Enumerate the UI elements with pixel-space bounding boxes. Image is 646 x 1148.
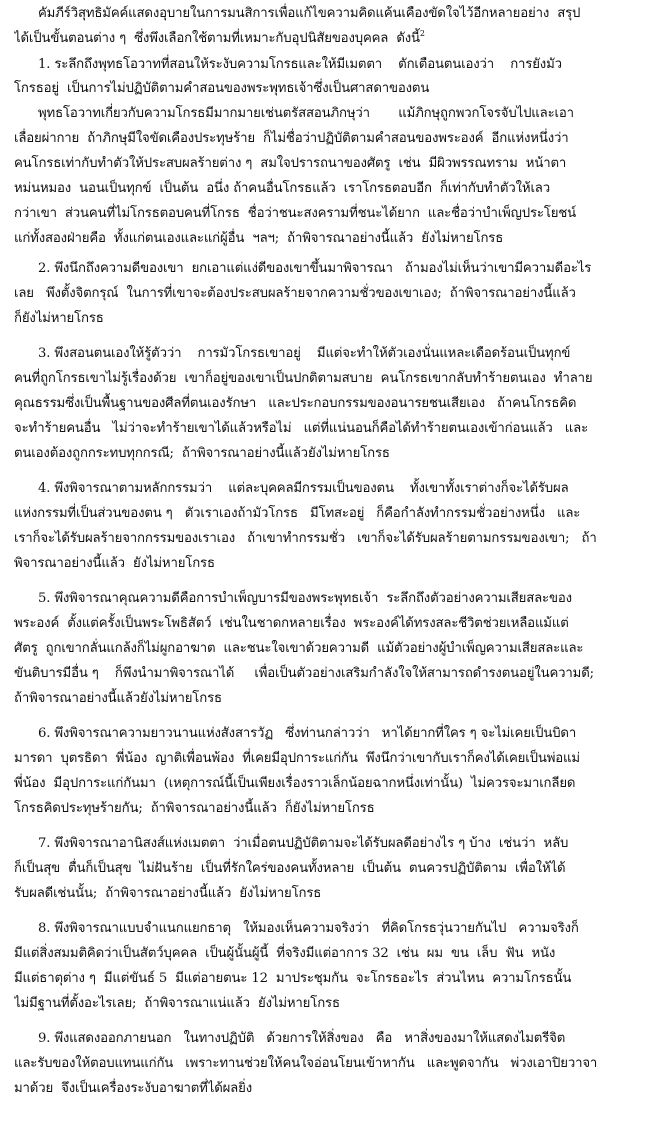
intro-line-1: คัมภีร์วิสุทธิมัคค์แสดงอุบายในการมนสิการเพื่อแก้ไขความคิดแค้นเคืองขัดใจไว้อีกหลายอย่าง สรุป <box>38 6 581 21</box>
item-8-line: มีแต่ธาตุต่าง ๆ มีแต่ขันธ์ 5 มีแต่อายตนะ 12 มาประชุมกัน จะโกรธอะไร ส่วนไหน ความโกรธนั้น <box>14 971 572 986</box>
item-5-line: ถ้าพิจารณาอย่างนี้แล้วยังไม่หายโกรธ <box>14 691 222 706</box>
item-1-line: หม่นหมอง นอนเป็นทุกข์ เป็นต้น อนึ่ง ถ้าคนอื่นโกรธแล้ว เราโกรธตอบอีก ก็เท่ากับทำตัวให้เลว <box>14 181 550 196</box>
item-1-line: 1. ระลึกถึงพุทธโอวาทที่สอนให้ระงับความโกรธและให้มีเมตตา ตักเตือนตนเองว่า การยังมัว <box>38 57 562 72</box>
footnote-marker: 2 <box>419 29 425 38</box>
item-6-line: มารดา บุตรธิดา พี่น้อง ญาติเพื่อนพ้อง ที่เคยมีอุปการะแก่กัน พึงนึกว่าเขากับเราก็คงได้เคยเป็นพ่อแม่ <box>14 751 580 766</box>
item-5-line: 5. พึงพิจารณาคุณความดีคือการบำเพ็ญบารมีของพระพุทธเจ้า ระลึกถึงตัวอย่างความเสียสละของ <box>38 591 572 606</box>
item-1-line: คนโกรธเท่ากับทำตัวให้ประสบผลร้ายต่าง ๆ สมใจปรารถนาของศัตรู เช่น มีผิวพรรณทราม หน้าตา <box>14 156 567 171</box>
item-2-line: 2. พึงนึกถึงความดีของเขา ยกเอาแต่แง่ดีของเขาขึ้นมาพิจารณา ถ้ามองไม่เห็นว่าเขามีความดีอะไร <box>38 261 592 276</box>
item-3-line: ตนเองต้องถูกกระทบทุกกรณี; ถ้าพิจารณาอย่างนี้แล้วยังไม่หายโกรธ <box>14 446 390 461</box>
item-6-line: พี่น้อง มีอุปการะแก่กันมา (เหตุการณ์นี้เป็นเพียงเรื่องราวเล็กน้อยฉากหนึ่งเท่านั้น) ไม่ควรจะมาเกลียด <box>14 776 576 791</box>
item-1-line: พุทธโอวาทเกี่ยวกับความโกรธมีมากมายเช่นตรัสสอนภิกษุว่า แม้ภิกษุถูกพวกโจรจับไปและเอา <box>38 106 574 121</box>
item-7-line: รับผลดีเช่นนั้น; ถ้าพิจารณาอย่างนี้แล้ว ยังไม่หายโกรธ <box>14 886 322 901</box>
item-5-line: ศัตรู ถูกเขากลั่นแกล้งก็ไม่ผูกอาฆาต และชนะใจเขาด้วยความดี แม้ตัวอย่างผู้บำเพ็ญความเสียสละและ <box>14 641 584 656</box>
item-7-line: 7. พึงพิจารณาอานิสงส์แห่งเมตตา ว่าเมื่อตนปฏิบัติตามจะได้รับผลดีอย่างไร ๆ บ้าง เช่นว่า หลับ <box>38 836 569 851</box>
item-4-line: แห่งกรรมที่เป็นส่วนของตน ๆ ตัวเราเองถ้ามัวโกรธ มีโทสะอยู่ ก็คือกำลังทำกรรมชั่วอย่างหนึ่ง และ <box>14 506 581 521</box>
item-4-line: 4. พึงพิจารณาตามหลักกรรมว่า แต่ละบุคคลมีกรรมเป็นของตน ทั้งเขาทั้งเราต่างก็จะได้รับผล <box>38 481 569 496</box>
item-1-line: โกรธอยู่ เป็นการไม่ปฏิบัติตามคำสอนของพระพุทธเจ้าซึ่งเป็นศาสดาของตน <box>14 81 430 96</box>
item-1-line: เลื่อยผ่ากาย ถ้าภิกษุมีใจขัดเคืองประทุษร้าย ก็ไม่ชื่อว่าปฏิบัติตามคำสอนของพระองค์ อีกแห่งหนึ่งว่า <box>14 131 569 146</box>
item-1-line: กว่าเขา ส่วนคนที่ไม่โกรธตอบคนที่โกรธ ชื่อว่าชนะสงครามที่ชนะได้ยาก และชื่อว่าบำเพ็ญประโยชน์ <box>14 206 577 221</box>
item-2-line: ก็ยังไม่หายโกรธ <box>14 311 104 326</box>
item-4-line: เราก็จะได้รับผลร้ายจากกรรมของเราเอง ถ้าเขาทำกรรมชั่ว เขาก็จะได้รับผลร้ายตามกรรมของเขา; ถ้า <box>14 531 597 546</box>
item-2-line: เลย พึงตั้งจิตกรุณ์ ในการที่เขาจะต้องประสบผลร้ายจากความชั่วของเขาเอง; ถ้าพิจารณาอย่างนี้แล้ว <box>14 286 576 301</box>
item-6-line: 6. พึงพิจารณาความยาวนานแห่งสังสารวัฏ ซึ่งท่านกล่าวว่า หาได้ยากที่ใคร ๆ จะไม่เคยเป็นบิดา <box>38 726 577 741</box>
item-9-line: มาด้วย จึงเป็นเครื่องระงับอาฆาตที่ได้ผลยิ่ง <box>14 1081 252 1096</box>
item-5-line: พระองค์ ตั้งแต่ครั้งเป็นพระโพธิสัตว์ เช่นในชาดกหลายเรื่อง พระองค์ได้ทรงสละชีวิตช่วยเหลือแม้แต่ <box>14 616 569 631</box>
item-8-line: มีแต่สิ่งสมมติคิดว่าเป็นสัตว์บุคคล เป็นผู้นั้นผู้นี้ ที่จริงมีแต่อาการ 32 เช่น ผม ขน เล็บ ฟัน หนัง <box>14 946 556 961</box>
item-1-line: แก่ทั้งสองฝ่ายคือ ทั้งแก่ตนเองและแก่ผู้อื่น ฯลฯ; ถ้าพิจารณาอย่างนี้แล้ว ยังไม่หายโกรธ <box>14 231 504 246</box>
item-6-line: โกรธคิดประทุษร้ายกัน; ถ้าพิจารณาอย่างนี้แล้ว ก็ยังไม่หายโกรธ <box>14 801 375 816</box>
item-9-line: 9. พึงแสดงออกภายนอก ในทางปฏิบัติ ด้วยการให้สิ่งของ คือ หาสิ่งของมาให้แสดงไมตรีจิต <box>38 1031 566 1046</box>
item-3-line: คุณธรรมซึ่งเป็นพื้นฐานของศีลที่ตนเองรักษา และประกอบกรรมของอนารยชนเสียเอง ถ้าคนโกรธคิด <box>14 396 577 411</box>
item-4-line: พิจารณาอย่างนี้แล้ว ยังไม่หายโกรธ <box>14 556 215 571</box>
item-3-line: จะทำร้ายคนอื่น ไม่ว่าจะทำร้ายเขาได้แล้วหรือไม่ แต่ที่แน่นอนก็คือได้ทำร้ายตนเองเข้าก่อนแล้ว และ <box>14 421 589 436</box>
item-3-line: 3. พึงสอนตนเองให้รู้ตัวว่า การมัวโกรธเขาอยู่ มีแต่จะทำให้ตัวเองนั่นแหละเดือดร้อนเป็นทุกข์ <box>38 346 571 361</box>
item-3-line: คนที่ถูกโกรธเขาไม่รู้เรื่องด้วย เขาก็อยู่ของเขาเป็นปกติตามสบาย คนโกรธเขากลับทำร้ายตนเอง ทำลาย <box>14 371 593 386</box>
item-5-line: ขันติบารมีอื่น ๆ ก็พึงนำมาพิจารณาได้ เพื่อเป็นตัวอย่างเสริมกำลังใจให้สามารถดำรงตนอยู่ในความดี; <box>14 666 594 681</box>
item-9-line: และรับของให้ตอบแทนแก่กัน เพราะทานช่วยให้คนใจอ่อนโยนเข้าหากัน และพูดจากัน พ่วงเอาปิยวาจา <box>14 1056 598 1071</box>
item-7-line: ก็เป็นสุข ตื่นก็เป็นสุข ไม่ฝันร้าย เป็นที่รักใคร่ของคนทั้งหลาย เป็นต้น ตนควรปฏิบัติตาม เพื่อให้ได้ <box>14 861 566 876</box>
intro-line-2: ได้เป็นขั้นตอนต่าง ๆ ซึ่งพึงเลือกใช้ตามที่เหมาะกับอุปนิสัยของบุคคล ดังนี้$^2$ <box>14 29 425 46</box>
item-8-line: 8. พึงพิจารณาแบบจำแนกแยกธาตุ ให้มองเห็นความจริงว่า ที่คิดโกรธวุ่นวายกันไป ความจริงก็ <box>38 921 579 936</box>
item-8-line: ไม่มีฐานที่ตั้งอะไรเลย; ถ้าพิจารณาแน่แล้ว ยังไม่หายโกรธ <box>14 996 340 1011</box>
